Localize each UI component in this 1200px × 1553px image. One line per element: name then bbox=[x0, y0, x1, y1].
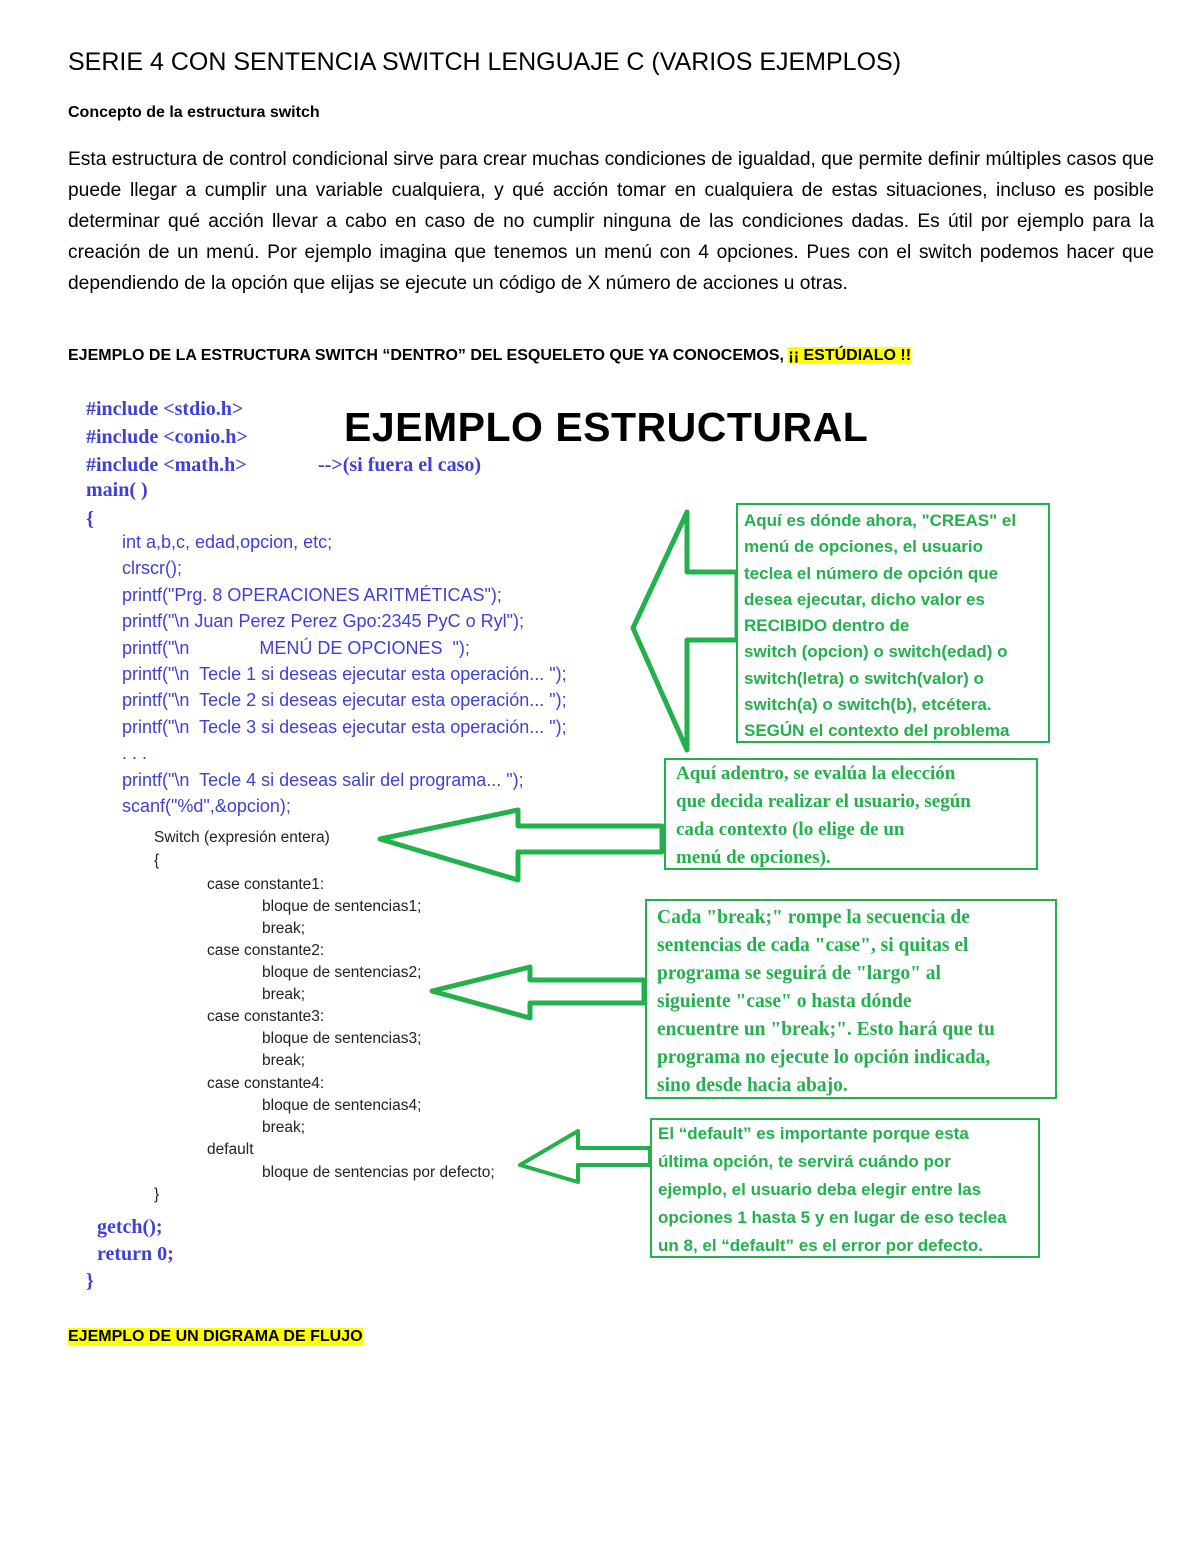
code-line: printf("\n Tecle 2 si deseas ejecutar esta operación... "); bbox=[122, 690, 567, 711]
callout-break-explanation bbox=[645, 899, 1057, 1099]
callout-line: siguiente "case" o hasta dónde bbox=[657, 991, 912, 1012]
callout-line: SEGÚN el contexto del problema bbox=[744, 721, 1010, 741]
switch-line: default bbox=[207, 1141, 254, 1158]
switch-line: } bbox=[154, 1186, 160, 1203]
switch-line: break; bbox=[262, 1119, 306, 1136]
switch-line: break; bbox=[262, 920, 306, 937]
arrow-break-icon bbox=[432, 967, 644, 1018]
study-highlight: ¡¡ ESTÚDIALO !! bbox=[788, 347, 912, 364]
callout-menu-options bbox=[736, 503, 1050, 743]
switch-line: case constante4: bbox=[207, 1075, 325, 1092]
callout-line: switch (opcion) o switch(edad) o bbox=[744, 642, 1008, 662]
include-conio: #include <conio.h> bbox=[86, 426, 248, 448]
arrow-switch-icon bbox=[380, 810, 662, 880]
callout-line: menú de opciones, el usuario bbox=[744, 537, 983, 557]
switch-line: bloque de sentencias2; bbox=[262, 964, 422, 981]
callout-line: switch(letra) o switch(valor) o bbox=[744, 668, 984, 688]
switch-line: bloque de sentencias4; bbox=[262, 1097, 422, 1114]
callout-default-explanation bbox=[650, 1118, 1040, 1258]
callout-line: Cada "break;" rompe la secuencia de bbox=[657, 907, 970, 928]
example-heading-text: EJEMPLO DE LA ESTRUCTURA SWITCH “DENTRO” DEL ESQUELETO QUE YA CONOCEMOS, bbox=[68, 347, 789, 364]
callout-line: teclea el número de opción que bbox=[744, 563, 999, 583]
concept-heading: Concepto de la estructura switch bbox=[68, 104, 320, 121]
callout-line: ejemplo, el usuario deba elegir entre las bbox=[658, 1180, 982, 1199]
code-line: printf("Prg. 8 OPERACIONES ARITMÉTICAS"); bbox=[122, 584, 502, 605]
arrow-menu-icon bbox=[633, 512, 737, 750]
switch-line: Switch (expresión entera) bbox=[154, 829, 330, 846]
callout-line: opciones 1 hasta 5 y en lugar de eso teclea bbox=[658, 1208, 1007, 1227]
switch-line: break; bbox=[262, 986, 306, 1003]
switch-line: break; bbox=[262, 1052, 306, 1069]
callout-line: RECIBIDO dentro de bbox=[744, 616, 910, 636]
intro-paragraph: Esta estructura de control condicional sirve para crear muchas condiciones de igualdad, que permite definir múltiples casos que puede llegar a cumplir una variable cualquiera, y qué acción tomar en cualquiera de estas situaciones, incluso es posible determinar qué acción llevar a cabo en caso de no cumplir ninguna de las condiciones dadas. Es útil por ejemplo para la creación de un menú. Por ejemplo imagina que tenemos un menú con 4 opciones. Pues con el switch podemos hacer que dependiendo de la opción que elijas se ejecute un código de X número de acciones u otras. bbox=[68, 149, 1154, 294]
main-signature: main( ) bbox=[86, 479, 148, 501]
code-line: printf("\n Juan Perez Perez Gpo:2345 PyC o Ryl"); bbox=[122, 611, 524, 632]
callout-line: desea ejecutar, dicho valor es bbox=[744, 589, 985, 609]
main-open-brace: { bbox=[86, 508, 94, 530]
switch-line: bloque de sentencias1; bbox=[262, 898, 422, 915]
figure-title: EJEMPLO ESTRUCTURAL bbox=[344, 404, 869, 450]
callout-line: última opción, te servirá cuándo por bbox=[658, 1152, 951, 1171]
code-line: printf("\n Tecle 1 si deseas ejecutar esta operación... "); bbox=[122, 664, 567, 684]
callout-line: Aquí adentro, se evalúa la elección bbox=[676, 763, 956, 784]
callout-line: programa se seguirá de "largo" al bbox=[657, 963, 941, 984]
getch-call: getch(); bbox=[97, 1216, 163, 1238]
code-line: int a,b,c, edad,opcion, etc; bbox=[122, 532, 333, 552]
code-line: clrscr(); bbox=[122, 558, 182, 579]
flowchart-heading: EJEMPLO DE UN DIGRAMA DE FLUJO bbox=[68, 1328, 363, 1345]
callout-line: que decida realizar el usuario, según bbox=[676, 791, 971, 812]
code-line: . . . bbox=[122, 743, 148, 764]
code-line: scanf("%d",&opcion); bbox=[122, 796, 291, 816]
switch-line: case constante2: bbox=[207, 942, 325, 959]
switch-line: bloque de sentencias por defecto; bbox=[262, 1164, 495, 1181]
include-stdio: #include <stdio.h> bbox=[86, 398, 244, 420]
code-line: printf("\n MENÚ DE OPCIONES "); bbox=[122, 637, 470, 658]
main-close-brace: } bbox=[86, 1270, 94, 1292]
math-note: -->(si fuera el caso) bbox=[318, 454, 482, 476]
document-title: SERIE 4 CON SENTENCIA SWITCH LENGUAJE C (VARIOS EJEMPLOS) bbox=[68, 48, 902, 76]
switch-line: case constante3: bbox=[207, 1008, 325, 1025]
callout-line: sentencias de cada "case", si quitas el bbox=[657, 935, 969, 956]
callout-line: menú de opciones). bbox=[676, 847, 831, 868]
return-statement: return 0; bbox=[97, 1243, 174, 1265]
switch-line: case constante1: bbox=[207, 876, 325, 893]
code-line: printf("\n Tecle 3 si deseas ejecutar esta operación... "); bbox=[122, 716, 567, 737]
include-math: #include <math.h> bbox=[86, 454, 247, 476]
switch-line: { bbox=[154, 852, 160, 869]
callout-line: encuentre un "break;". Esto hará que tu bbox=[657, 1019, 995, 1040]
callout-line: un 8, el “default” es el error por defecto. bbox=[658, 1236, 983, 1255]
callout-line: Aquí es dónde ahora, "CREAS" el bbox=[744, 511, 1017, 530]
callout-line: switch(a) o switch(b), etcétera. bbox=[744, 695, 992, 715]
arrow-default-icon bbox=[520, 1131, 650, 1182]
callout-switch-evaluation bbox=[664, 758, 1038, 870]
code-line: printf("\n Tecle 4 si deseas salir del programa... "); bbox=[122, 769, 524, 790]
callout-line: cada contexto (lo elige de un bbox=[676, 819, 905, 840]
switch-line: bloque de sentencias3; bbox=[262, 1030, 422, 1047]
callout-line: programa no ejecute lo opción indicada, bbox=[657, 1047, 991, 1068]
callout-line: El “default” es importante porque esta bbox=[658, 1124, 969, 1143]
callout-line: sino desde hacia abajo. bbox=[657, 1075, 848, 1096]
